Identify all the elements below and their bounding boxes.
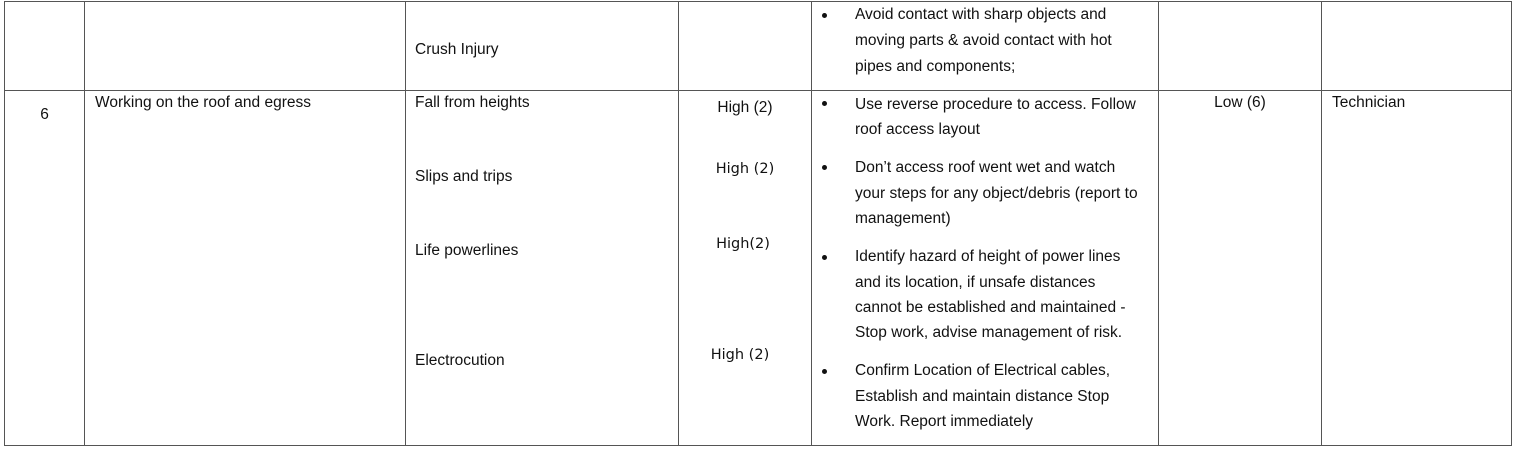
control-line: Identify hazard of height of power lines bbox=[855, 248, 1121, 265]
activity-text: Working on the roof and egress bbox=[95, 94, 311, 111]
residual-risk-text: Low (6) bbox=[1214, 94, 1266, 111]
initial-risk-text: High (2) bbox=[710, 347, 770, 363]
control-line: management) bbox=[855, 210, 951, 227]
hazard-text: Crush Injury bbox=[415, 41, 499, 58]
hazard-text: Electrocution bbox=[415, 352, 505, 369]
control-line: Don’t access roof went wet and watch bbox=[855, 159, 1116, 176]
bullet-icon bbox=[822, 101, 827, 106]
cell-initial-risk-r1 bbox=[678, 1, 812, 91]
cell-responsible-r2 bbox=[1321, 90, 1512, 446]
cell-initial-risk-r2 bbox=[678, 90, 812, 446]
cell-no-r1 bbox=[4, 1, 85, 91]
control-line: and its location, if unsafe distances bbox=[855, 274, 1096, 291]
cell-residual-risk-r2 bbox=[1158, 90, 1322, 446]
cell-residual-risk-r1 bbox=[1158, 1, 1322, 91]
control-line: moving parts & avoid contact with hot bbox=[855, 32, 1112, 49]
bullet-icon bbox=[822, 255, 827, 260]
row-number: 6 bbox=[40, 106, 49, 123]
cell-responsible-r1 bbox=[1321, 1, 1512, 91]
initial-risk-text: High(2) bbox=[716, 236, 770, 252]
bullet-icon bbox=[822, 165, 827, 170]
control-line: Stop work, advise management of risk. bbox=[855, 324, 1123, 341]
hazard-text: Life powerlines bbox=[415, 242, 519, 259]
control-line: Establish and maintain distance Stop bbox=[855, 388, 1110, 405]
control-line: cannot be established and maintained - bbox=[855, 299, 1126, 316]
initial-risk-text: High (2) bbox=[715, 161, 775, 177]
control-line: Avoid contact with sharp objects and bbox=[855, 6, 1107, 23]
bullet-icon bbox=[822, 13, 827, 18]
cell-no-r2 bbox=[4, 90, 85, 446]
initial-risk-text: High (2) bbox=[717, 99, 773, 116]
control-line: Confirm Location of Electrical cables, bbox=[855, 362, 1111, 379]
cell-hazard-r2 bbox=[405, 90, 679, 446]
cell-activity-r2 bbox=[84, 90, 406, 446]
cell-activity-r1 bbox=[84, 1, 406, 91]
control-line: pipes and components; bbox=[855, 58, 1016, 75]
control-line: Use reverse procedure to access. Follow bbox=[855, 96, 1136, 113]
hazard-text: Slips and trips bbox=[415, 168, 513, 185]
responsible-text: Technician bbox=[1332, 94, 1406, 111]
control-line: your steps for any object/debris (report to bbox=[855, 185, 1138, 202]
control-line: Work. Report immediately bbox=[855, 413, 1034, 430]
bullet-icon bbox=[822, 369, 827, 374]
control-line: roof access layout bbox=[855, 121, 980, 138]
hazard-text: Fall from heights bbox=[415, 94, 530, 111]
